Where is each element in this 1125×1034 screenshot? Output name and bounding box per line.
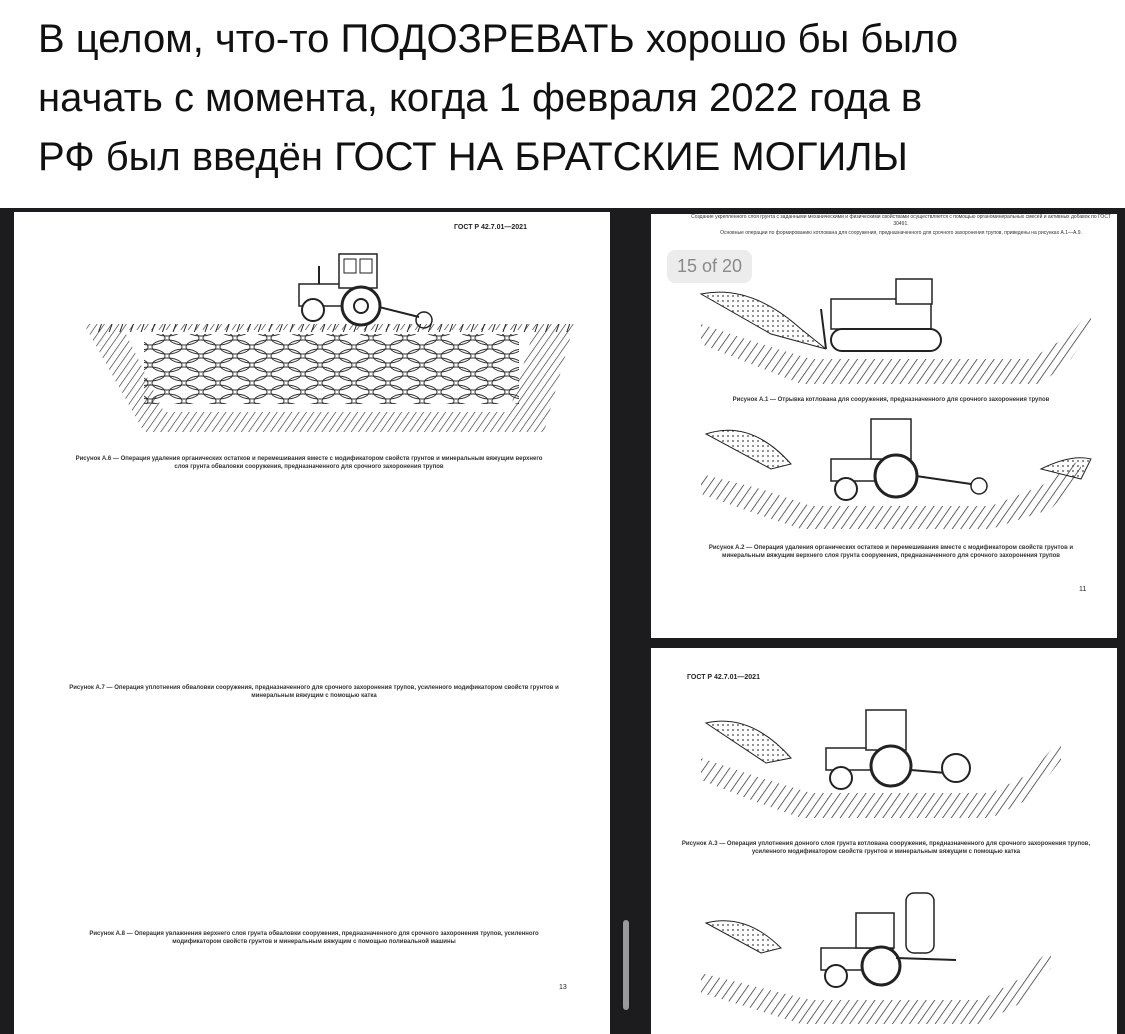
figure-caption-a1: Рисунок А.1 — Отрывка котлована для сооружения, предназначенного для срочного захоронения трупов <box>732 397 1050 403</box>
page-header: ГОСТ Р 42.7.01—2021 <box>454 224 527 231</box>
figure-a6 <box>84 254 574 432</box>
figure-a2 <box>701 419 1091 529</box>
page-number: 13 <box>559 984 567 991</box>
page-number-right-top: 11 <box>1079 586 1087 593</box>
figure-a3 <box>701 710 1061 818</box>
figure-a1 <box>701 279 1091 384</box>
figure-caption-a8: Рисунок А.8 — Операция увлажнения верхнего слоя грунта обваловки сооружения, предназначенного для срочного захоронения трупов, усиленного модификатором свойств грунтов и минеральным вяжущим с помощью поливальной машины <box>89 931 539 945</box>
page-header-right-bottom: ГОСТ Р 42.7.01—2021 <box>687 674 760 681</box>
figure-caption-a7: Рисунок А.7 — Операция уплотнения обваловки сооружения, предназначенного для срочного захоронения трупов, усиленного модификатором свойств грунтов и минеральным вяжущим с помощью катка <box>69 685 559 699</box>
post-caption <box>38 10 1108 187</box>
caption-line-2: начать с момента, когда 1 февраля 2022 года в <box>38 76 923 120</box>
trench-illustrations-right-top <box>651 214 1117 638</box>
page-top-text-1: Создание укрепленного слоя грунта с заданными механическими и физическими свойствами осуществляется с помощью органоминеральных смесей и активных добавок по ГОСТ 30491. <box>691 214 1111 227</box>
caption-line-3: РФ был введён ГОСТ НА БРАТСКИЕ МОГИЛЫ <box>38 135 908 179</box>
figure-caption-a3: Рисунок А.3 — Операция уплотнения донного слоя грунта котлована сооружения, предназначенного для срочного захоронения трупов, усиленного модификатором свойств грунтов и минеральным вяжущим с помощью катка <box>681 841 1091 855</box>
caption-line-1: В целом, что-то ПОДОЗРЕВАТЬ хорошо бы было <box>38 17 959 61</box>
scrollbar-thumb[interactable] <box>623 920 629 1010</box>
trench-illustrations-left <box>14 212 610 1034</box>
document-page-right-top[interactable] <box>651 214 1117 638</box>
page-top-text-2: Основные операции по формированию котлована для сооружения, предназначенного для срочного захоронения трупов, приведены на рисунках А.1—А.9. <box>720 230 1082 236</box>
document-page-left[interactable] <box>14 212 610 1034</box>
figure-caption-a2: Рисунок А.2 — Операция удаления органических остатков и перемешивания вместе с модификатором свойств грунтов и минеральным вяжущим верхнего слоя грунта сооружения, предназначенного для срочного захоронения трупов <box>708 545 1074 559</box>
figure-caption-a6: Рисунок А.6 — Операция удаления органических остатков и перемешивания вместе с модификатором свойств грунтов и минеральным вяжущим верхнего слоя грунта обваловки сооружения, предназначенного для срочного захоронения трупов <box>75 456 543 470</box>
figure-a4-partial <box>701 893 1051 1024</box>
document-page-right-bottom[interactable] <box>651 648 1117 1034</box>
page-counter: 15 of 20 <box>667 250 752 283</box>
